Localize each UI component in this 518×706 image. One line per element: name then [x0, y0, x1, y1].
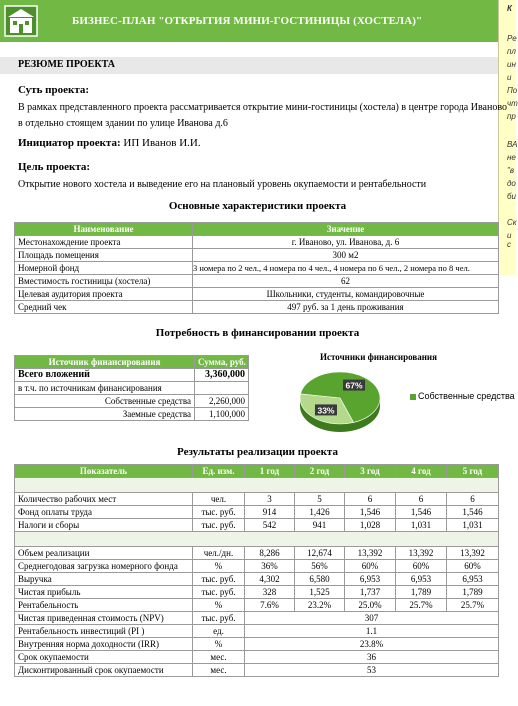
table-row: Фонд оплаты труда тыс. руб. 914 1,426 1,546 1,546 1,546	[15, 506, 499, 519]
financing-table	[14, 355, 249, 421]
column-header: Сумма, руб.	[195, 356, 249, 369]
results-table	[14, 464, 499, 677]
initiator-value: ИП Иванов И.И.	[123, 137, 201, 149]
table-row: Внутренняя норма доходности (IRR) % 23.8%	[15, 638, 499, 651]
table-row: Срок окупаемости мес. 36	[15, 651, 499, 664]
legend-entry: Собственные средства	[418, 391, 515, 401]
table-row: Налоги и сборы тыс. руб. 542 941 1,028 1,031 1,031	[15, 519, 499, 532]
column-header: 2 год	[295, 465, 345, 478]
table-row: Чистая прибыль тыс. руб. 328 1,525 1,737 1,789 1,789	[15, 586, 499, 599]
pie-data-label	[343, 380, 365, 391]
initiator	[18, 137, 201, 149]
table-row: Номерной фонд 3 номера по 2 чел., 4 номера по 4 чел., 4 номера по 6 чел., 2 номера по 8 чел.	[15, 262, 499, 275]
table-row: Вместимость гостиницы (хостела) 62	[15, 275, 499, 288]
pie-data-label	[315, 404, 337, 415]
table-row: Объем реализации чел./дн. 8,286 12,674 13,392 13,392 13,392	[15, 547, 499, 560]
table-row: в т.ч. по источникам финансирования	[15, 382, 249, 395]
column-header: 5 год	[447, 465, 499, 478]
table-row: Собственные средства 2,260,000	[15, 395, 249, 408]
column-header: 3 год	[345, 465, 396, 478]
table-row: Чистая приведенная стоимость (NPV) тыс. руб. 307	[15, 612, 499, 625]
pie-chart	[290, 368, 410, 438]
spacer-row	[15, 478, 499, 493]
column-header: Ед. изм.	[193, 465, 245, 478]
legend-swatch	[410, 394, 416, 400]
column-header: 1 год	[245, 465, 295, 478]
characteristics-title: Основные характеристики проекта	[168, 200, 347, 212]
table-row: Рентабельность % 7.6% 23.2% 25.0% 25.7% 25.7%	[15, 599, 499, 612]
financing-title: Потребность в финансировании проекта	[155, 327, 360, 339]
spacer-row	[15, 532, 499, 547]
column-header: Значение	[193, 223, 499, 236]
svg-text:33%: 33%	[317, 405, 335, 416]
initiator-label: Инициатор проекта:	[18, 137, 121, 149]
table-row: Дисконтированный срок окупаемости мес. 53	[15, 664, 499, 677]
table-row: Площадь помещения 300 м2	[15, 249, 499, 262]
essence-heading: Суть проекта:	[18, 84, 90, 96]
header-bar	[0, 0, 515, 42]
section-header	[0, 57, 498, 74]
table-row: Заемные средства 1,100,000	[15, 408, 249, 421]
table-row: Рентабельность инвестиций (PI ) ед. 1.1	[15, 625, 499, 638]
goal-text: Открытие нового хостела и выведение его на плановый уровень окупаемости и рентабельности	[18, 179, 427, 190]
page-title: БИЗНЕС-ПЛАН "ОТКРЫТИЯ МИНИ-ГОСТИНИЦЫ (ХОСТЕЛА)"	[72, 15, 423, 27]
table-row: Выручка тыс. руб. 4,302 6,580 6,953 6,953 6,953	[15, 573, 499, 586]
table-row: Всего вложений 3,360,000	[15, 369, 249, 382]
table-row: Средний чек 497 руб. за 1 день проживания	[15, 301, 499, 314]
column-header: 4 год	[396, 465, 447, 478]
hotel-building-icon	[4, 5, 38, 37]
table-row: Количество рабочих мест чел. 3 5 6 6 6	[15, 493, 499, 506]
chart-title: Источники финансирования	[320, 352, 437, 362]
side-note: К Ре пл ин и По чт пр ВА не "в до би Ск и с	[498, 0, 516, 275]
table-row: Местонахождение проекта г. Иваново, ул. Иванова, д. 6	[15, 236, 499, 249]
essence-line-2: в отдельно стоящем здании по улице Иванова д.6	[18, 118, 228, 129]
table-row: Среднегодовая загрузка номерного фонда % 36% 56% 60% 60% 60%	[15, 560, 499, 573]
characteristics-table	[14, 222, 499, 314]
results-title: Результаты реализации проекта	[177, 446, 338, 458]
svg-text:67%: 67%	[345, 380, 363, 391]
goal-heading: Цель проекта:	[18, 161, 91, 173]
essence-line-1: В рамках представленного проекта рассматривается открытие мини-гостиницы (хостела) в центре города Иваново	[18, 102, 508, 113]
column-header: Источник финансирования	[15, 356, 195, 369]
column-header: Показатель	[15, 465, 193, 478]
column-header: Наименование	[15, 223, 193, 236]
section-title: РЕЗЮМЕ ПРОЕКТА	[18, 59, 115, 70]
table-row: Целевая аудитория проекта Школьники, студенты, командировочные	[15, 288, 499, 301]
